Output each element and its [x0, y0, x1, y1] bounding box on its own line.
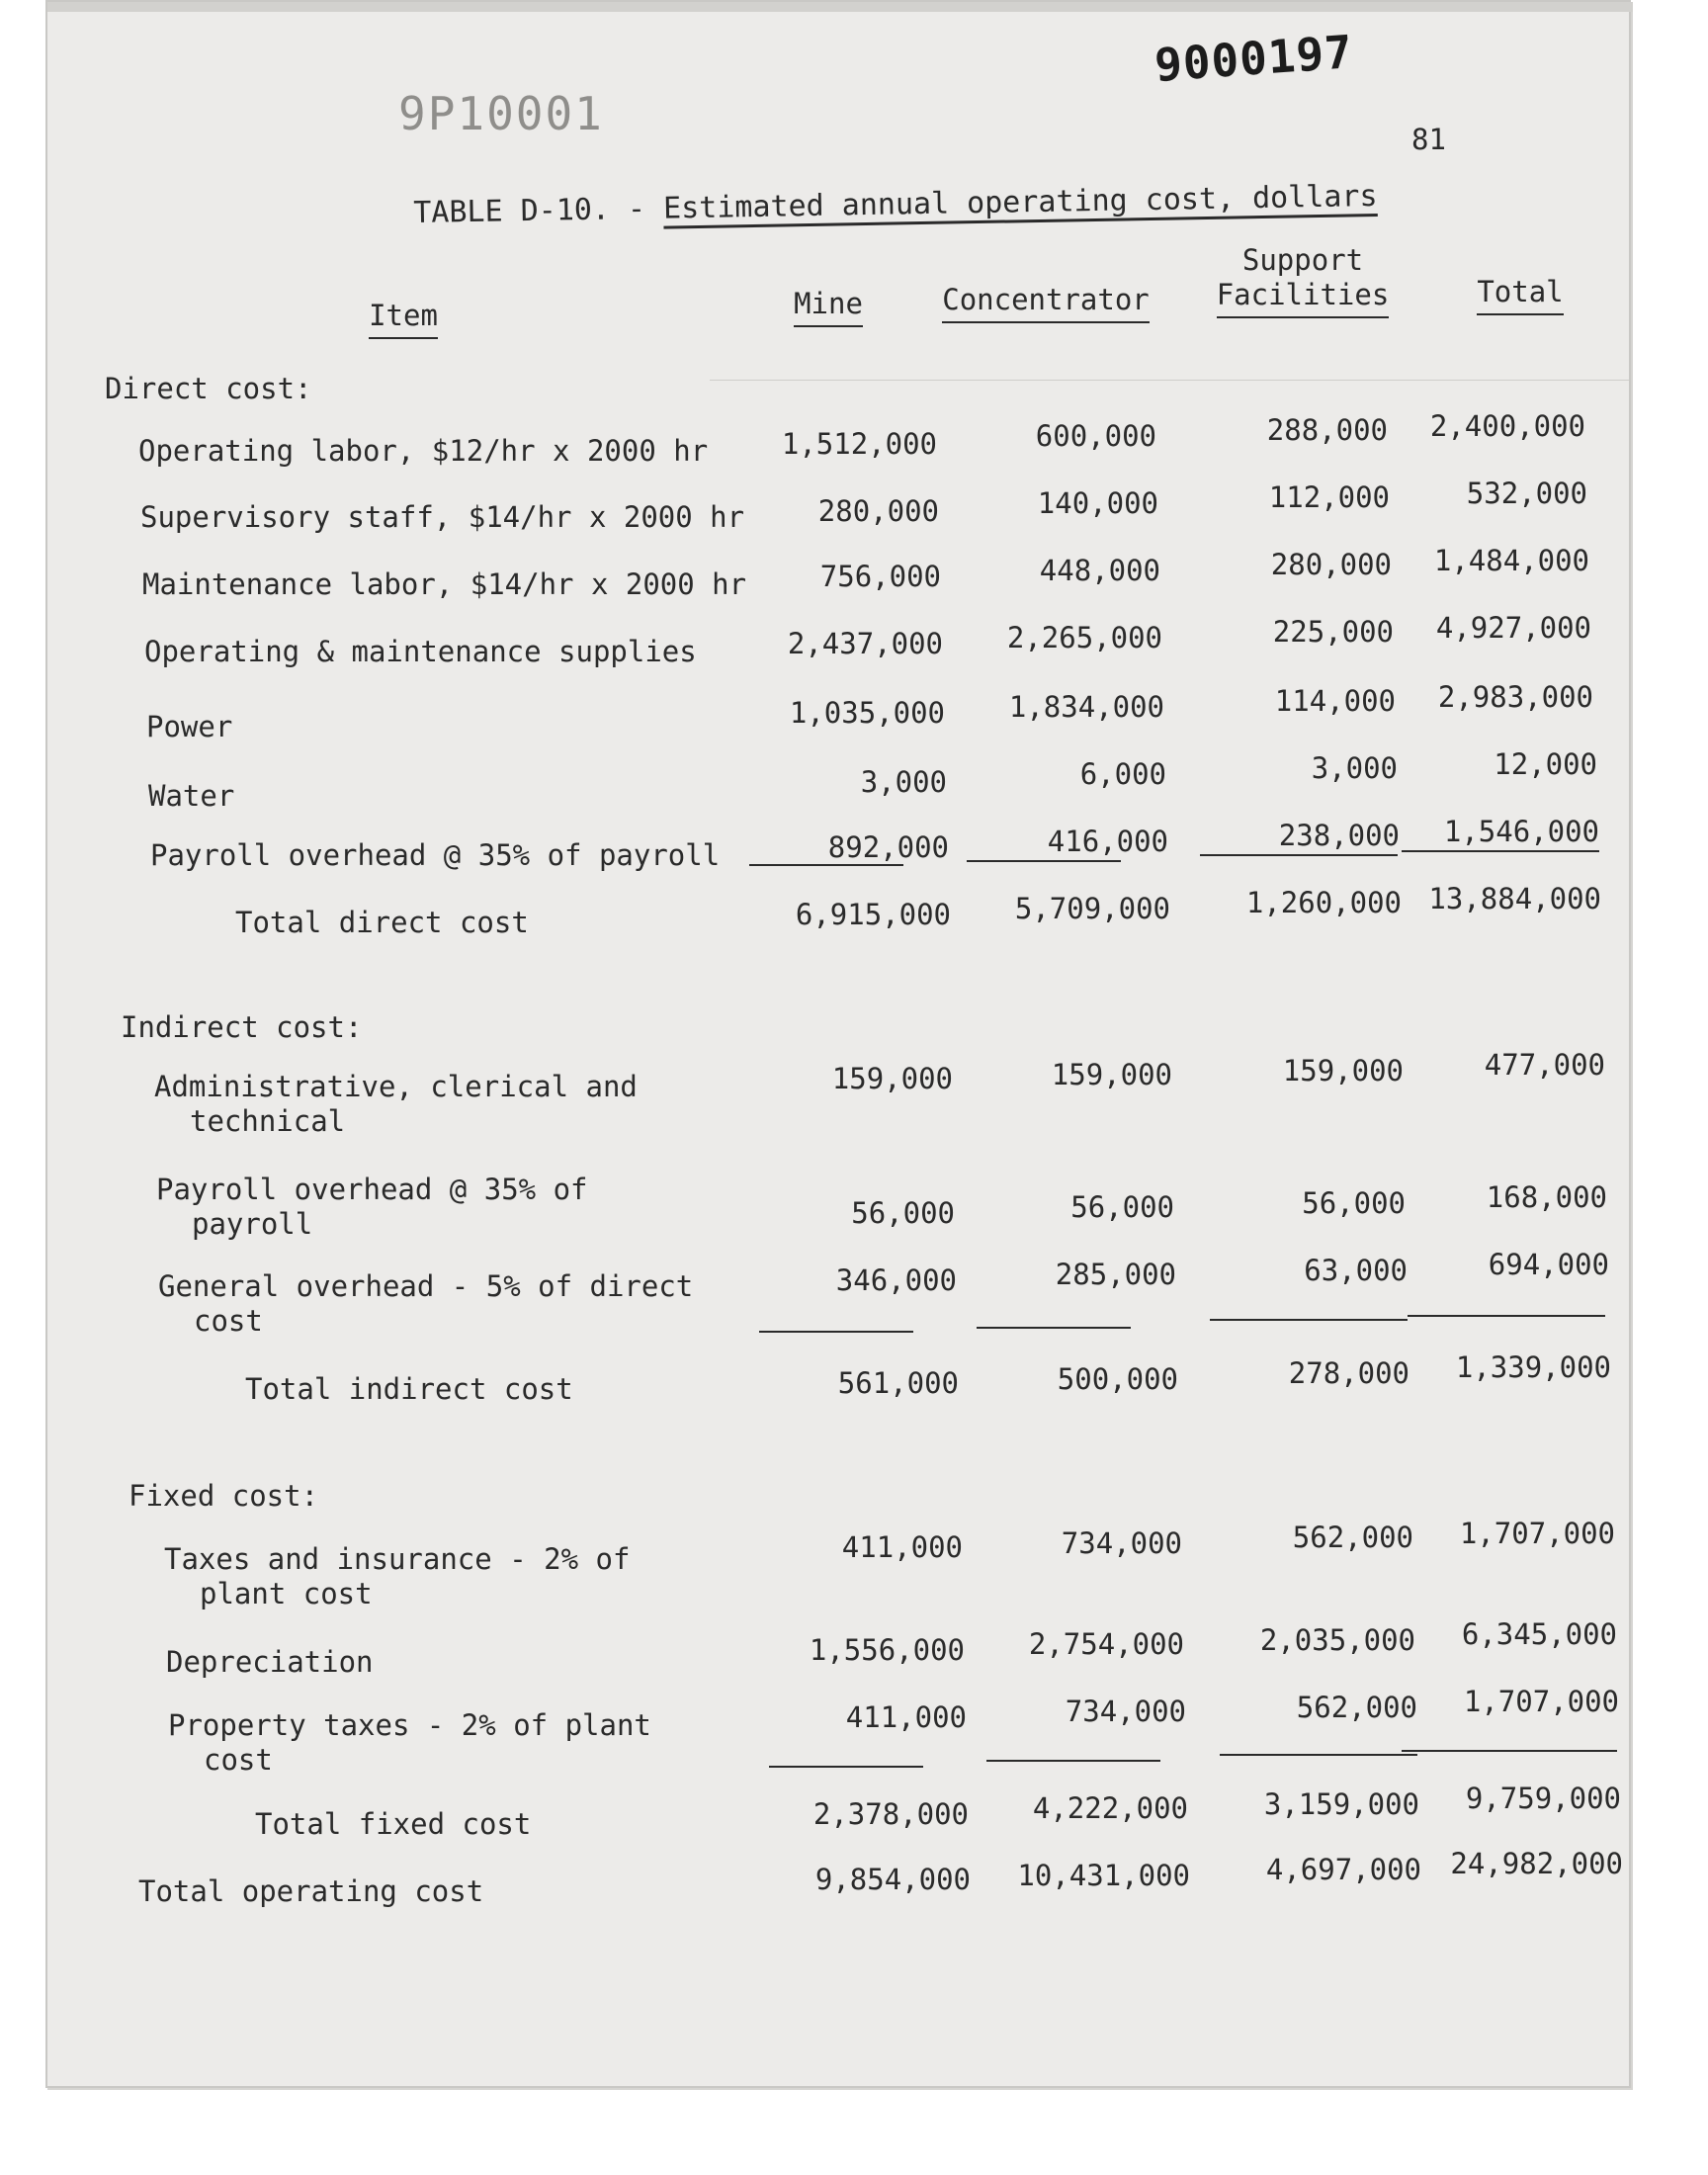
cell-mine: 346,000 [835, 1263, 957, 1297]
cell-support: 56,000 [1302, 1186, 1406, 1220]
row-label-line: Supervisory staff, $14/hr x 2000 hr [140, 500, 745, 534]
cell-mine: 159,000 [831, 1062, 953, 1095]
subtotal-rule [1408, 1315, 1605, 1317]
cell-support: 288,000 [1266, 413, 1388, 447]
cell-mine: 1,035,000 [789, 696, 945, 730]
row-label-line: General overhead - 5% of direct [158, 1269, 694, 1303]
subtotal-rule [986, 1760, 1160, 1762]
cell-total: 4,927,000 [1435, 611, 1591, 645]
cell-total: 694,000 [1488, 1248, 1609, 1281]
cell-concentrator: 56,000 [1070, 1190, 1174, 1224]
row-label-line: cost [204, 1743, 273, 1777]
cell-total: 532,000 [1466, 477, 1587, 510]
column-header-mine-label: Mine [794, 287, 863, 327]
row-label [144, 635, 697, 669]
row-label [148, 779, 234, 814]
subtotal-rule [759, 1331, 913, 1333]
cell-support: 3,000 [1311, 751, 1398, 785]
subtotal-rule [1402, 1750, 1617, 1752]
total-cell-concentrator: 5,709,000 [1014, 892, 1170, 925]
cell-total: 1,546,000 [1443, 815, 1599, 848]
row-label [140, 500, 744, 535]
row-label [156, 1173, 588, 1242]
header-separator [710, 380, 1629, 381]
row-label-line: technical [190, 1104, 346, 1138]
cell-total: 12,000 [1494, 747, 1597, 781]
column-header-mine [749, 287, 907, 327]
cell-support: 238,000 [1278, 819, 1400, 852]
page-number: 81 [1411, 123, 1446, 156]
subtotal-rule [967, 860, 1121, 862]
row-label-line: payroll [192, 1207, 313, 1241]
cell-concentrator: 2,265,000 [1006, 621, 1162, 654]
cell-support: 2,035,000 [1259, 1623, 1415, 1657]
operating-cost-table [47, 2, 1633, 2090]
row-label-line: Operating & maintenance supplies [144, 635, 697, 668]
cell-mine: 2,437,000 [787, 627, 943, 660]
cell-concentrator: 140,000 [1037, 486, 1158, 520]
cell-support: 114,000 [1274, 684, 1396, 718]
cell-concentrator: 2,754,000 [1028, 1627, 1184, 1661]
cell-concentrator: 159,000 [1051, 1058, 1172, 1091]
total-cell-total: 13,884,000 [1428, 882, 1601, 915]
cell-support: 112,000 [1268, 480, 1390, 514]
row-label-line: Operating labor, $12/hr x 2000 hr [138, 434, 709, 468]
total-cell-support: 1,260,000 [1245, 886, 1402, 919]
table-title-text: Estimated annual operating cost, dollars [662, 178, 1378, 226]
cell-support: 63,000 [1304, 1254, 1408, 1287]
row-label [154, 1070, 638, 1139]
row-label-line: plant cost [200, 1577, 373, 1610]
cell-total: 477,000 [1484, 1048, 1605, 1082]
row-label [164, 1542, 630, 1611]
cell-support: 159,000 [1282, 1054, 1404, 1088]
row-label [158, 1269, 693, 1339]
row-label-line: Payroll overhead @ 35% of payroll [150, 838, 721, 872]
grand-total-total: 24,982,000 [1450, 1847, 1623, 1880]
row-label-line: Water [148, 779, 235, 813]
cell-support: 562,000 [1296, 1691, 1417, 1724]
column-header-total-label: Total [1477, 275, 1563, 315]
column-header-total [1431, 275, 1609, 315]
cell-concentrator: 600,000 [1035, 419, 1156, 453]
subtotal-rule [977, 1327, 1131, 1329]
column-header-support-line1: Support [1241, 243, 1364, 277]
row-label [146, 710, 232, 744]
cell-total: 168,000 [1486, 1180, 1607, 1214]
cell-total: 1,707,000 [1463, 1685, 1619, 1718]
subtotal-rule [769, 1766, 923, 1768]
row-label-line: Maintenance labor, $14/hr x 2000 hr [142, 567, 747, 601]
total-row-label: Total fixed cost [255, 1807, 532, 1841]
cell-support: 225,000 [1272, 615, 1394, 649]
row-label [142, 567, 746, 602]
cell-mine: 756,000 [819, 560, 941, 593]
row-label [168, 1708, 651, 1778]
cell-concentrator: 734,000 [1061, 1526, 1182, 1560]
total-row-label: Total indirect cost [245, 1372, 573, 1406]
cell-concentrator: 416,000 [1047, 825, 1168, 858]
row-label [150, 838, 720, 873]
faint-stamp-number: 9P10001 [398, 87, 604, 140]
cell-total: 2,983,000 [1437, 680, 1593, 714]
document-page [45, 0, 1631, 2088]
section-title-fixed-cost: Fixed cost: [128, 1479, 319, 1513]
column-header-support-line2: Facilities [1217, 278, 1390, 318]
cell-concentrator: 1,834,000 [1008, 690, 1164, 724]
total-cell-mine: 561,000 [837, 1366, 959, 1400]
total-cell-total: 9,759,000 [1465, 1782, 1621, 1815]
cell-concentrator: 6,000 [1079, 757, 1166, 791]
total-cell-concentrator: 4,222,000 [1032, 1791, 1188, 1825]
row-label-line: Property taxes - 2% of plant [168, 1708, 651, 1742]
section-title-indirect-cost: Indirect cost: [121, 1010, 363, 1044]
section-title-direct-cost: Direct cost: [105, 372, 312, 405]
cell-total: 2,400,000 [1429, 409, 1585, 443]
row-label [166, 1645, 374, 1680]
total-cell-concentrator: 500,000 [1057, 1362, 1178, 1396]
row-label-line: Power [146, 710, 233, 743]
subtotal-rule [749, 864, 903, 866]
row-label-line: cost [194, 1304, 263, 1338]
grand-total-mine: 9,854,000 [814, 1863, 971, 1896]
cell-support: 280,000 [1270, 548, 1392, 581]
cell-support: 562,000 [1292, 1521, 1413, 1554]
cell-mine: 3,000 [860, 765, 947, 799]
cell-concentrator: 285,000 [1055, 1258, 1176, 1291]
cell-mine: 56,000 [851, 1196, 955, 1230]
cell-mine: 280,000 [817, 494, 939, 528]
total-cell-total: 1,339,000 [1455, 1350, 1611, 1384]
row-label [138, 434, 708, 469]
total-cell-support: 3,159,000 [1263, 1787, 1419, 1821]
column-header-concentrator [917, 283, 1174, 323]
column-header-concentrator-label: Concentrator [942, 283, 1150, 323]
column-header-support-facilities [1174, 243, 1431, 318]
cell-mine: 411,000 [845, 1700, 967, 1734]
row-label-line: Payroll overhead @ 35% of [156, 1173, 588, 1206]
total-cell-support: 278,000 [1288, 1356, 1409, 1390]
total-cell-mine: 6,915,000 [795, 898, 951, 931]
cell-concentrator: 734,000 [1065, 1695, 1186, 1728]
subtotal-rule [1200, 854, 1398, 856]
grand-total-support: 4,697,000 [1265, 1853, 1421, 1886]
cell-mine: 411,000 [841, 1530, 963, 1564]
grand-total-concentrator: 10,431,000 [1017, 1859, 1190, 1892]
subtotal-rule [1220, 1754, 1417, 1756]
total-cell-mine: 2,378,000 [812, 1797, 969, 1831]
column-header-item-label: Item [369, 299, 438, 339]
grand-total-label: Total operating cost [138, 1874, 484, 1908]
column-header-item [295, 299, 512, 339]
row-label-line: Depreciation [166, 1645, 374, 1679]
row-label-line: Administrative, clerical and [154, 1070, 638, 1103]
cell-mine: 1,556,000 [809, 1633, 965, 1667]
row-label-line: Taxes and insurance - 2% of [164, 1542, 631, 1576]
cell-total: 6,345,000 [1461, 1617, 1617, 1651]
table-title-prefix: TABLE D-10. - [413, 191, 664, 230]
total-row-label: Total direct cost [235, 906, 529, 939]
subtotal-rule [1402, 850, 1599, 852]
subtotal-rule [1210, 1319, 1408, 1321]
cell-total: 1,707,000 [1459, 1517, 1615, 1550]
cell-concentrator: 448,000 [1039, 554, 1160, 587]
handwritten-document-number: 9000197 [1153, 25, 1355, 92]
cell-mine: 892,000 [827, 830, 949, 864]
cell-mine: 1,512,000 [781, 427, 937, 461]
cell-total: 1,484,000 [1433, 544, 1589, 577]
